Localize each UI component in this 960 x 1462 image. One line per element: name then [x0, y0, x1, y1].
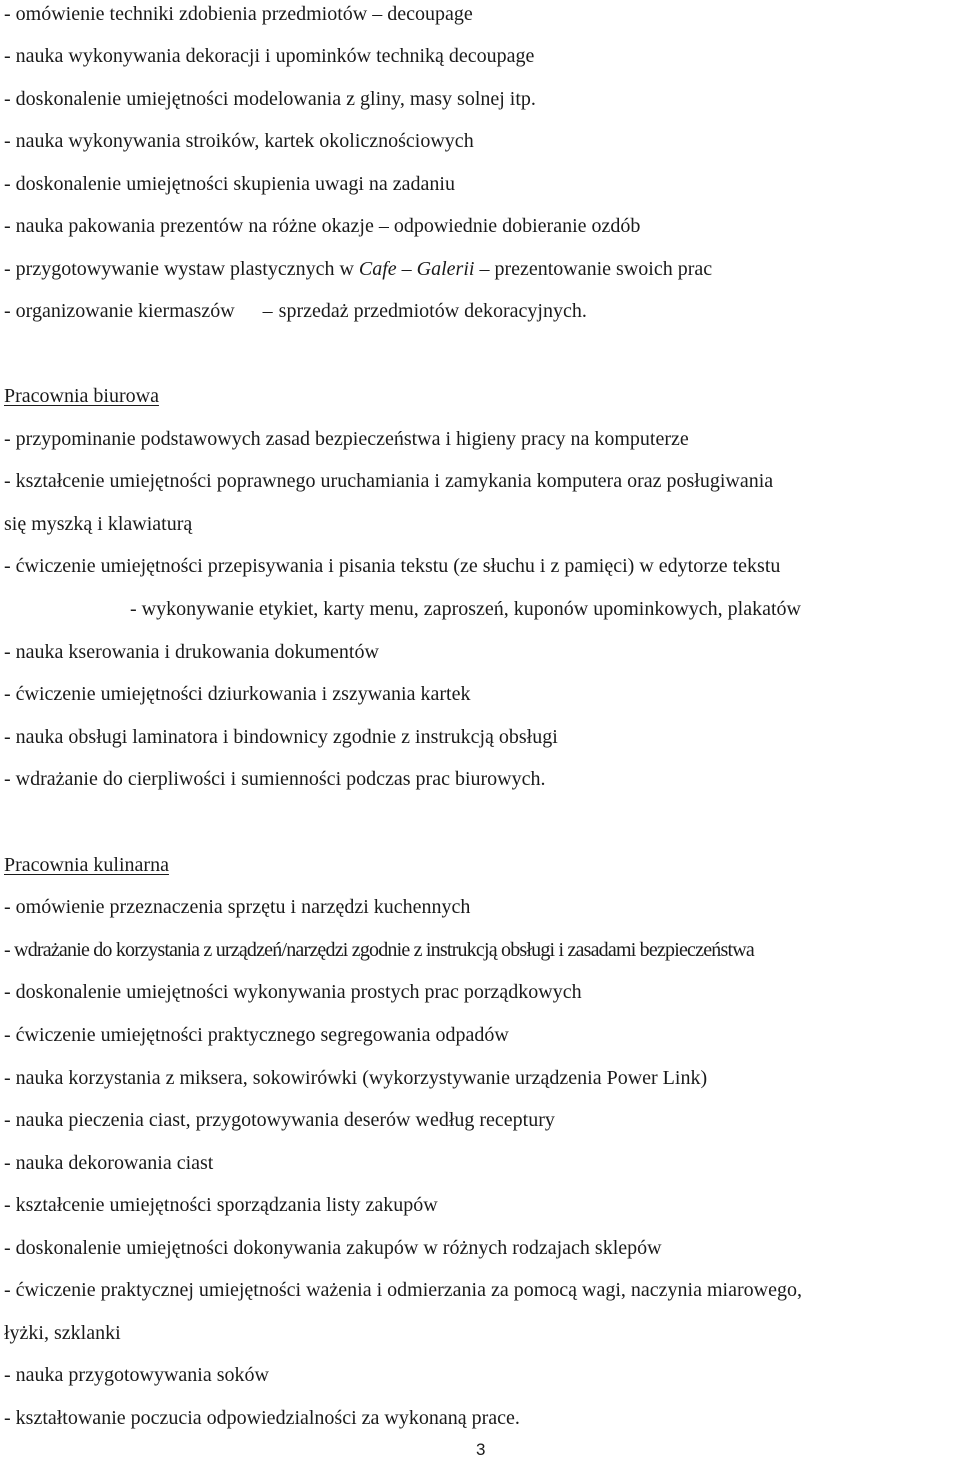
kitchen-item: - kształcenie umiejętności sporządzania listy zakupów — [4, 1194, 438, 1216]
office-item: - nauka kserowania i drukowania dokumentów — [4, 641, 379, 663]
intro-item: - doskonalenie umiejętności modelowania z gliny, masy solnej itp. — [4, 88, 536, 110]
kitchen-item: - nauka dekorowania ciast — [4, 1152, 214, 1174]
cafe-gallery-name: Cafe – Galerii — [358, 258, 475, 280]
kitchen-item: - nauka pieczenia ciast, przygotowywania deserów według receptury — [4, 1109, 555, 1131]
fair-item-text: - organizowanie kiermaszów — [4, 300, 235, 322]
office-item: - wdrażanie do cierpliwości i sumienności podczas prac biurowych. — [4, 768, 546, 790]
intro-item: - nauka pakowania prezentów na różne okazje – odpowiednie dobieranie ozdób — [4, 215, 641, 237]
kitchen-item: - ćwiczenie umiejętności praktycznego segregowania odpadów — [4, 1024, 509, 1046]
cafe-item-text: - przygotowywanie wystaw plastycznych w — [4, 258, 359, 280]
intro-item: - nauka wykonywania stroików, kartek okolicznościowych — [4, 130, 474, 152]
section-heading-kitchen: Pracownia kulinarna — [4, 854, 169, 876]
cafe-item-text-end: – prezentowanie swoich prac — [474, 258, 713, 280]
office-item: - kształcenie umiejętności poprawnego uruchamiania i zamykania komputera oraz posługiwania — [4, 470, 774, 492]
fair-dash: – — [262, 300, 273, 322]
kitchen-item: łyżki, szklanki — [4, 1322, 121, 1344]
section-heading-office: Pracownia biurowa — [4, 385, 159, 407]
office-item: - ćwiczenie umiejętności przepisywania i pisania tekstu (ze słuchu i z pamięci) w edytorze tekstu — [4, 555, 781, 577]
kitchen-item: - nauka przygotowywania soków — [4, 1364, 269, 1386]
kitchen-item: - omówienie przeznaczenia sprzętu i narzędzi kuchennych — [4, 896, 471, 918]
kitchen-item: - ćwiczenie praktycznej umiejętności ważenia i odmierzania za pomocą wagi, naczynia miarowego, — [4, 1279, 802, 1301]
kitchen-item: - doskonalenie umiejętności wykonywania prostych prac porządkowych — [4, 981, 582, 1003]
cafe-gallery-item — [4, 256, 712, 282]
office-item: - wykonywanie etykiet, karty menu, zaproszeń, kuponów upominkowych, plakatów — [130, 598, 801, 620]
intro-item: - doskonalenie umiejętności skupienia uwagi na zadaniu — [4, 173, 455, 195]
page-number: 3 — [476, 1440, 486, 1459]
kitchen-item: - wdrażanie do korzystania z urządzeń/narzędzi zgodnie z instrukcją obsługi i zasadami bezpieczeństwa — [4, 939, 754, 961]
kitchen-item: - doskonalenie umiejętności dokonywania zakupów w różnych rodzajach sklepów — [4, 1237, 662, 1259]
intro-item: - nauka wykonywania dekoracji i upominków techniką decoupage — [4, 45, 535, 67]
kitchen-item: - nauka korzystania z miksera, sokowirówki (wykorzystywanie urządzenia Power Link) — [4, 1067, 708, 1089]
office-item: - przypominanie podstawowych zasad bezpieczeństwa i higieny pracy na komputerze — [4, 428, 689, 450]
office-item: się myszką i klawiaturą — [4, 513, 193, 535]
fair-item — [4, 298, 587, 324]
office-item: - nauka obsługi laminatora i bindownicy zgodnie z instrukcją obsługi — [4, 726, 558, 748]
intro-item: - omówienie techniki zdobienia przedmiotów – decoupage — [4, 3, 473, 25]
fair-item-text-end: sprzedaż przedmiotów dekoracyjnych. — [278, 300, 587, 322]
kitchen-item: - kształtowanie poczucia odpowiedzialności za wykonaną prace. — [4, 1407, 520, 1429]
office-item: - ćwiczenie umiejętności dziurkowania i zszywania kartek — [4, 683, 471, 705]
